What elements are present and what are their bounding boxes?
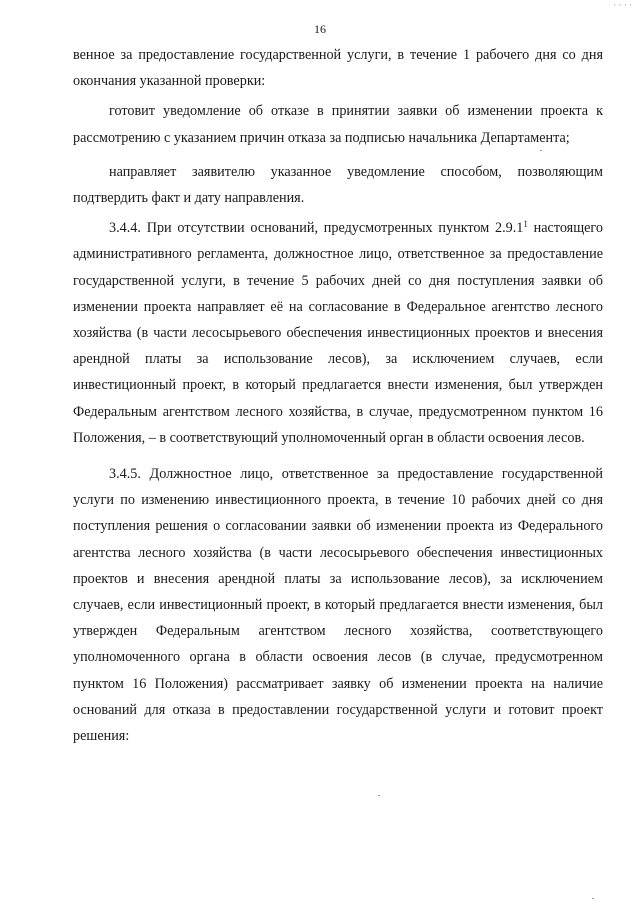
paragraph-prepare-notice: готовит уведомление об отказе в принятии заявки об изменении проекта к рассмотрению с указанием причин отказа за подписью начальника Департамента;	[73, 103, 603, 146]
paragraph-3-4-5: 3.4.5. Должностное лицо, ответственное за предоставление государственной услуги по изменению инвестиционного проекта, в течение 10 рабочих дней со дня поступления решения о согласовании заявки об изменении проекта из Федерального агентства лесного хозяйства (в части лесосырьевого обеспечения инвестиционных проектов и внесения арендной платы за использование лесов), за исключением случаев, если инвестиционный проект, в который предлагается внести изменения, был утвержден Федеральным агентством лесного хозяйства, соответствующего уполномоченного органа в области освоения лесов (в случае, предусмотренном пунктом 16 Положения) рассматривает заявку об изменении проекта на наличие оснований для отказа в предоставлении государственной услуги и готовит проект решения:	[73, 466, 603, 745]
paragraph-continuation: венное за предоставление государственной услуги, в течение 1 рабочего дня со дня окончания указанной проверки:	[73, 47, 603, 90]
paragraph-3-4-4-rest: настоящего административного регламента, должностное лицо, ответственное за предоставление государственной услуги, в течение 5 рабочих дней со дня поступления заявки об изменении проекта направляет её на согласование в Федеральное агентство лесного хозяйства (в части лесосырьевого обеспечения инвестиционных проектов и внесения арендной платы за использование лесов), за исключением случаев, если инвестиционный проект, в который предлагается внести изменения, был утвержден Федеральным агентством лесного хозяйства, в случае, предусмотренном пунктом 16 Положения, – в соответствующий уполномоченный орган в области освоения лесов.	[73, 220, 603, 446]
scan-speck	[540, 150, 542, 151]
paragraph-send-notice: направляет заявителю указанное уведомление способом, позволяющим подтвердить факт и дату направления.	[73, 163, 603, 207]
scan-corner-mark: · · · ·	[613, 0, 632, 10]
footnote-superscript: 1	[523, 219, 528, 230]
scan-speck	[378, 795, 380, 796]
page-number: 16	[314, 22, 326, 36]
paragraph-3-4-4	[73, 215, 603, 451]
scan-speck	[592, 898, 594, 899]
paragraph-3-4-4-lead: 3.4.4. При отсутствии оснований, предусмотренных пунктом 2.9.1	[109, 220, 524, 237]
document-body	[73, 42, 603, 749]
